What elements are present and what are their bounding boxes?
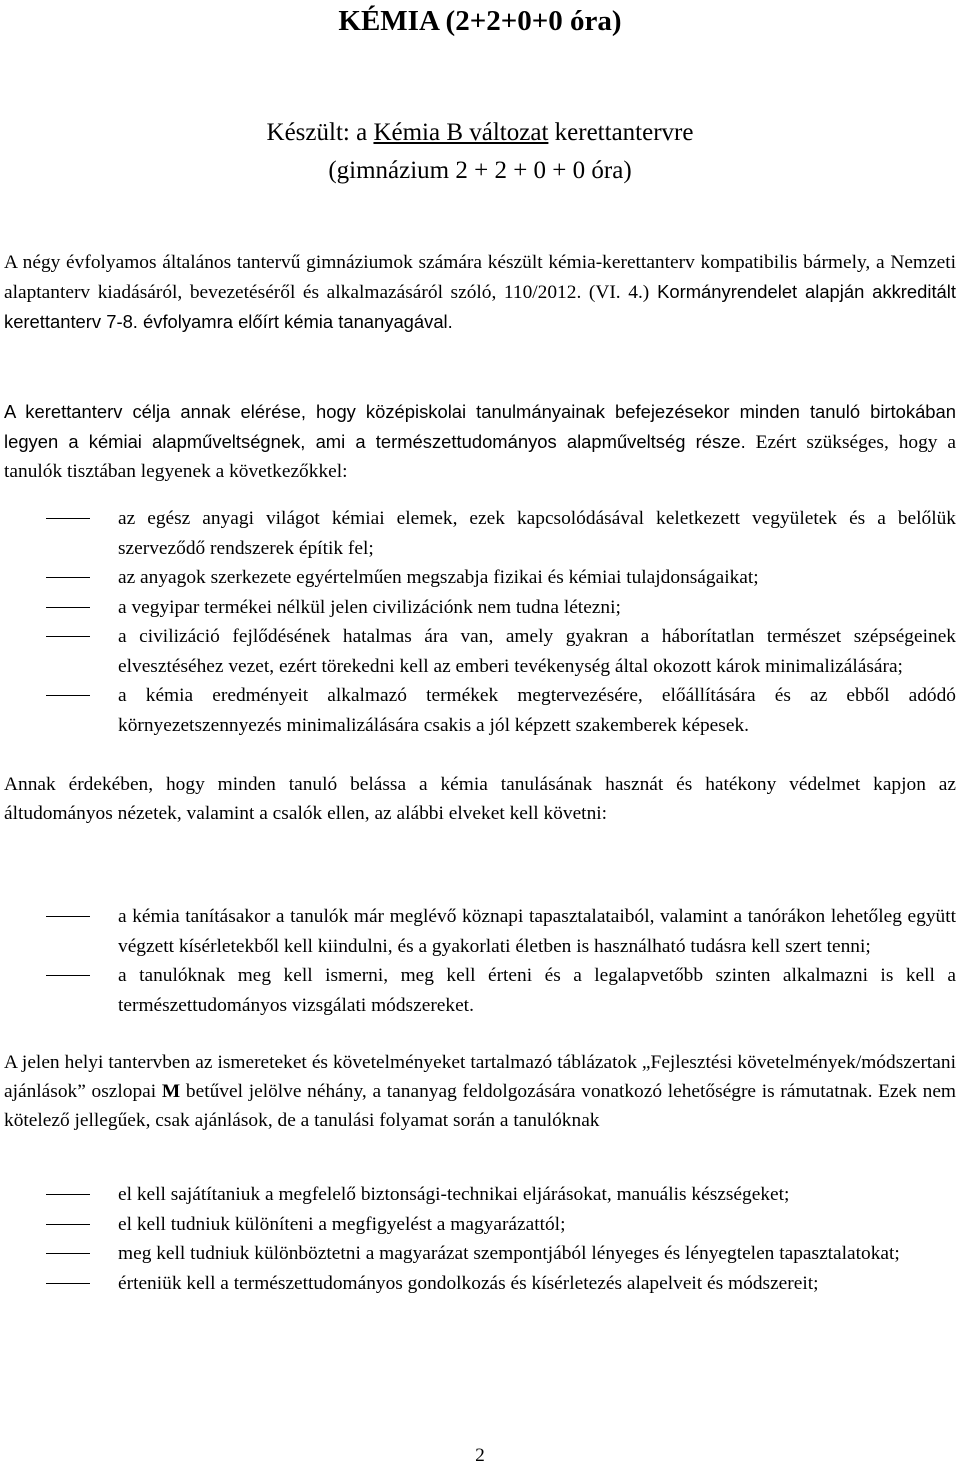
dash-bullet: [46, 916, 90, 917]
recommendations-paragraph: A jelen helyi tantervben az ismereteket és követelményeket tartalmazó táblázatok „Fejlesztési követelmények/módszertani ajánlások” oszlopai M betűvel jelölve néhány, a tananyag feldolgozására vonatkozó lehetőségre is rámutatnak. Ezek nem kötelező jellegűek, csak ajánlások, de a tanulási folyamat során a tanulóknak: [4, 1052, 957, 1132]
list-item: el kell tudniuk különíteni a megfigyelést a magyarázattól;: [0, 1210, 960, 1240]
principles-paragraph: Annak érdekében, hogy minden tanuló belássa a kémia tanulásának hasznát és hatékony védelmet kapjon az áltudományos nézetek, valamint a csalók ellen, az alábbi elveket kell követni:: [4, 774, 956, 825]
subtitle-line-1: [0, 114, 960, 152]
dash-bullet: [46, 577, 90, 578]
m-marker: M: [161, 1081, 181, 1103]
document-title: KÉMIA (2+2+0+0 óra): [338, 5, 622, 37]
dash-bullet: [46, 975, 90, 976]
dash-bullet: [46, 1283, 90, 1284]
dash-bullet: [46, 1224, 90, 1225]
goal-text-sans: A kerettanterv célja annak elérése, hogy középiskolai tanulmányainak befejezésekor minden tanuló birtokában legyen a kémiai alapműveltségnek, ami a természettudományos alapműveltség része.: [4, 401, 956, 453]
list-item: a tanulóknak meg kell ismerni, meg kell érteni és a legalapvetőbb szinten alkalmazni is kell a természettudományos vizsgálati módszereket.: [0, 961, 960, 1020]
list-item: a civilizáció fejlődésének hatalmas ára van, amely gyakran a háborítatlan természet szépségeinek elvesztéséhez vezet, ezért törekedni kell az emberi tevékenység által okozott károk minimalizálására;: [0, 622, 960, 681]
intro-text-serif: A négy évfolyamos általános tantervű gimnáziumok számára készült kémia-kerettanterv kompatibilis bármely, a Nemzeti alaptanterv kiadásáról, bevezetéséről és alkalmazásáról szóló, 110/2012. (VI. 4.): [4, 252, 956, 304]
list-item: érteniük kell a természettudományos gondolkozás és kísérletezés alapelveit és módszereit;: [0, 1269, 960, 1299]
list-item: a kémia eredményeit alkalmazó termékek megtervezésére, előállítására és az ebből adódó környezetszennyezés minimalizálására csakis a jól képzett szakemberek képesek.: [0, 681, 960, 740]
intro-text-sans: Kormányrendelet alapján akkreditált kerettanterv 7-8. évfolyamra előírt kémia tananyagával.: [4, 281, 956, 333]
list-item: az anyagok szerkezete egyértelműen megszabja fizikai és kémiai tulajdonságaikat;: [0, 563, 960, 593]
page-number: 2: [475, 1445, 485, 1466]
list-item: meg kell tudniuk különböztetni a magyarázat szempontjából lényeges és lényegtelen tapasztalatokat;: [0, 1239, 960, 1269]
knowledge-list: [0, 504, 960, 740]
dash-bullet: [46, 518, 90, 519]
list-item: a vegyipar termékei nélkül jelen civilizációnk nem tudna létezni;: [0, 593, 960, 623]
subtitle-prefix: Készült: a: [266, 119, 374, 146]
document-subtitle: [0, 114, 960, 190]
subtitle-suffix: kerettantervre: [548, 119, 694, 146]
skills-list: [0, 1180, 960, 1298]
dash-bullet: [46, 695, 90, 696]
dash-bullet: [46, 607, 90, 608]
list-item: a kémia tanításakor a tanulók már meglévő köznapi tapasztalataiból, valamint a tanórákon lehetőleg együtt végzett kísérletekből kell kiindulni, és a gyakorlati életben is használható tudásra kell szert tenni;: [0, 902, 960, 961]
goal-text-serif: Ezért szükséges, hogy a tanulók tisztában legyenek a következőkkel:: [4, 432, 956, 483]
goal-paragraph: [4, 397, 956, 487]
principles-list: [0, 902, 960, 1020]
dash-bullet: [46, 1253, 90, 1254]
list-item: az egész anyagi világot kémiai elemek, ezek kapcsolódásával keletkezett vegyületek és a belőlük szerveződő rendszerek építik fel;: [0, 504, 960, 563]
subtitle-line-2: (gimnázium 2 + 2 + 0 + 0 óra): [328, 157, 632, 184]
curriculum-link[interactable]: Kémia B változat: [373, 119, 549, 146]
dash-bullet: [46, 636, 90, 637]
list-item: el kell sajátítaniuk a megfelelő biztonsági-technikai eljárásokat, manuális készségeket;: [0, 1180, 960, 1210]
dash-bullet: [46, 1194, 90, 1195]
intro-paragraph: [4, 248, 956, 338]
